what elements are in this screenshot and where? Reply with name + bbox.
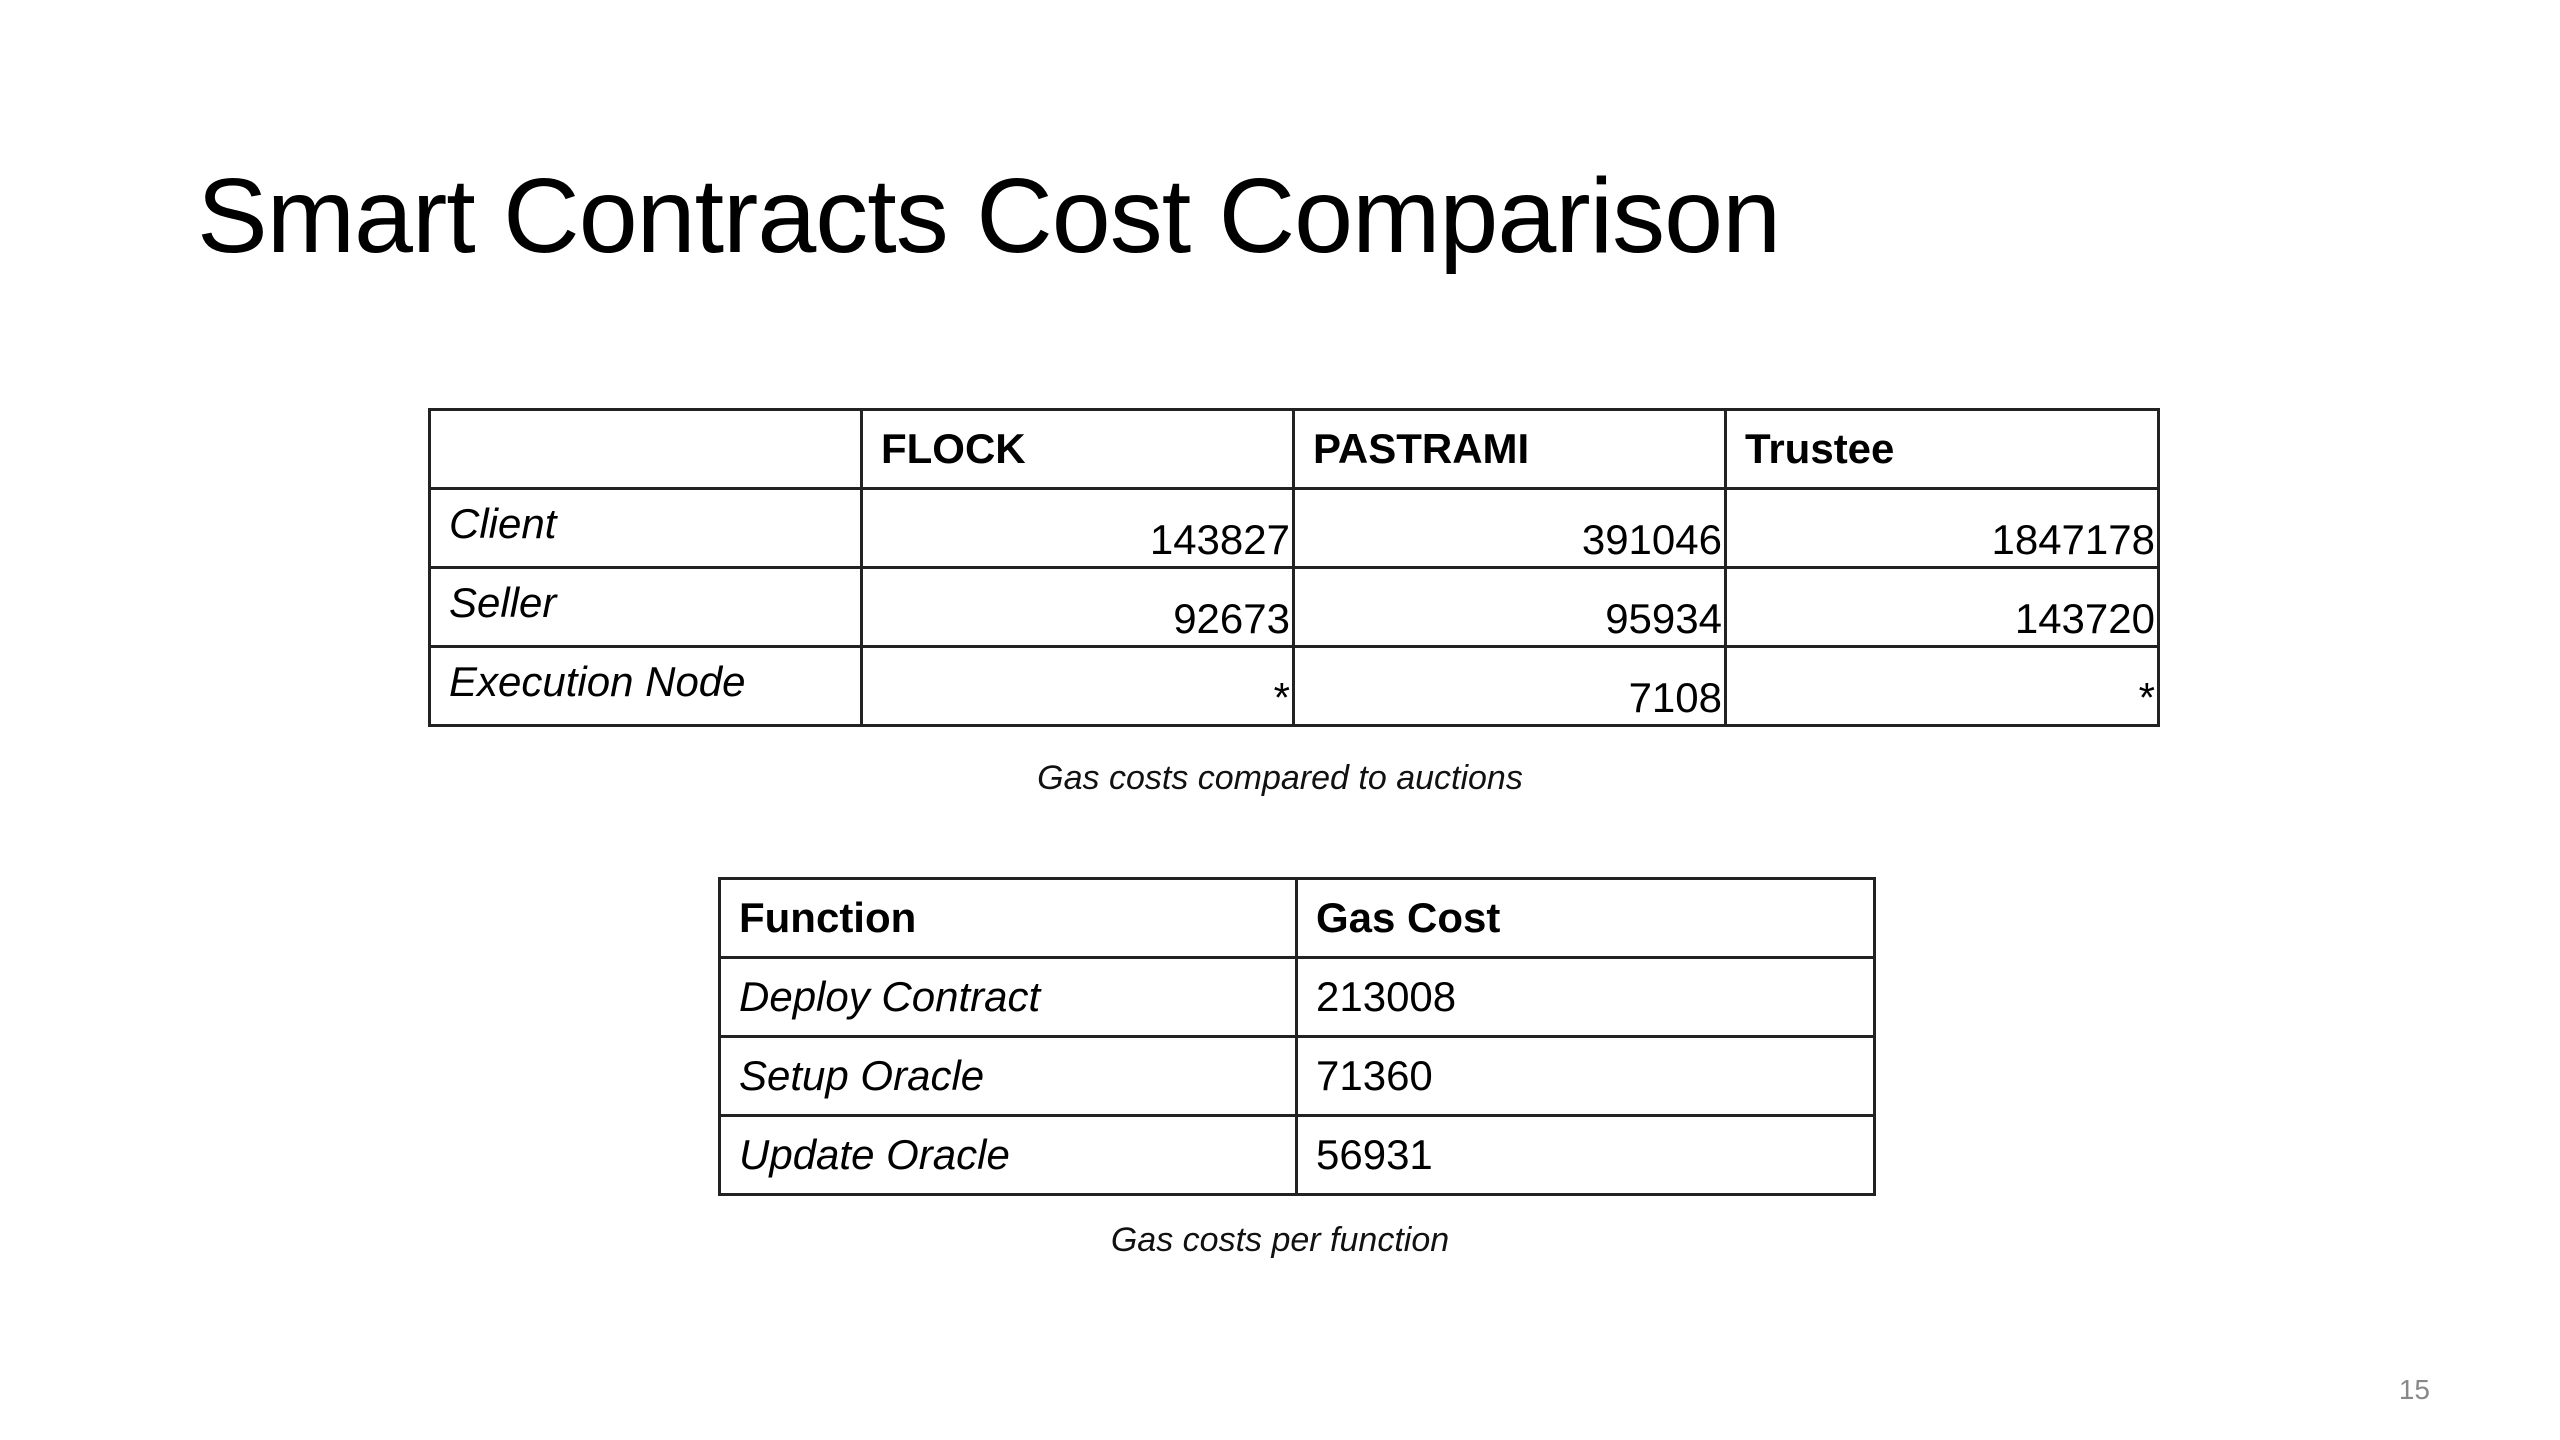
table-cell: 1847178 xyxy=(1726,489,2159,568)
table-row xyxy=(720,1037,1875,1116)
table-row xyxy=(430,568,2159,647)
table-row xyxy=(430,647,2159,726)
function-gas-cost-table xyxy=(718,877,1876,1196)
header-cell-gas-cost: Gas Cost xyxy=(1297,879,1875,958)
table-cell: 213008 xyxy=(1297,958,1875,1037)
header-cell-function: Function xyxy=(720,879,1297,958)
table-cell: 56931 xyxy=(1297,1116,1875,1195)
row-label-deploy-contract: Deploy Contract xyxy=(720,958,1297,1037)
row-label-seller: Seller xyxy=(430,568,862,647)
table-row xyxy=(720,958,1875,1037)
table-cell: 7108 xyxy=(1294,647,1726,726)
table-cell: 92673 xyxy=(862,568,1294,647)
table-cell: 143720 xyxy=(1726,568,2159,647)
table-cell: 143827 xyxy=(862,489,1294,568)
table-header-row xyxy=(430,410,2159,489)
header-cell-trustee: Trustee xyxy=(1726,410,2159,489)
header-cell-empty xyxy=(430,410,862,489)
row-label-execution-node: Execution Node xyxy=(430,647,862,726)
table-row xyxy=(720,1116,1875,1195)
row-label-client: Client xyxy=(430,489,862,568)
table-cell: 95934 xyxy=(1294,568,1726,647)
function-table-caption: Gas costs per function xyxy=(1110,1221,1450,1259)
slide-title: Smart Contracts Cost Comparison xyxy=(197,157,1781,275)
auction-gas-cost-table xyxy=(428,408,2160,727)
table-header-row xyxy=(720,879,1875,958)
table-cell: 391046 xyxy=(1294,489,1726,568)
table-cell: * xyxy=(862,647,1294,726)
page-number: 15 xyxy=(2398,1374,2430,1405)
header-cell-flock: FLOCK xyxy=(862,410,1294,489)
table-row xyxy=(430,489,2159,568)
table-cell: 71360 xyxy=(1297,1037,1875,1116)
row-label-setup-oracle: Setup Oracle xyxy=(720,1037,1297,1116)
header-cell-pastrami: PASTRAMI xyxy=(1294,410,1726,489)
row-label-update-oracle: Update Oracle xyxy=(720,1116,1297,1195)
auction-table-caption: Gas costs compared to auctions xyxy=(1037,759,1523,797)
table-cell: * xyxy=(1726,647,2159,726)
